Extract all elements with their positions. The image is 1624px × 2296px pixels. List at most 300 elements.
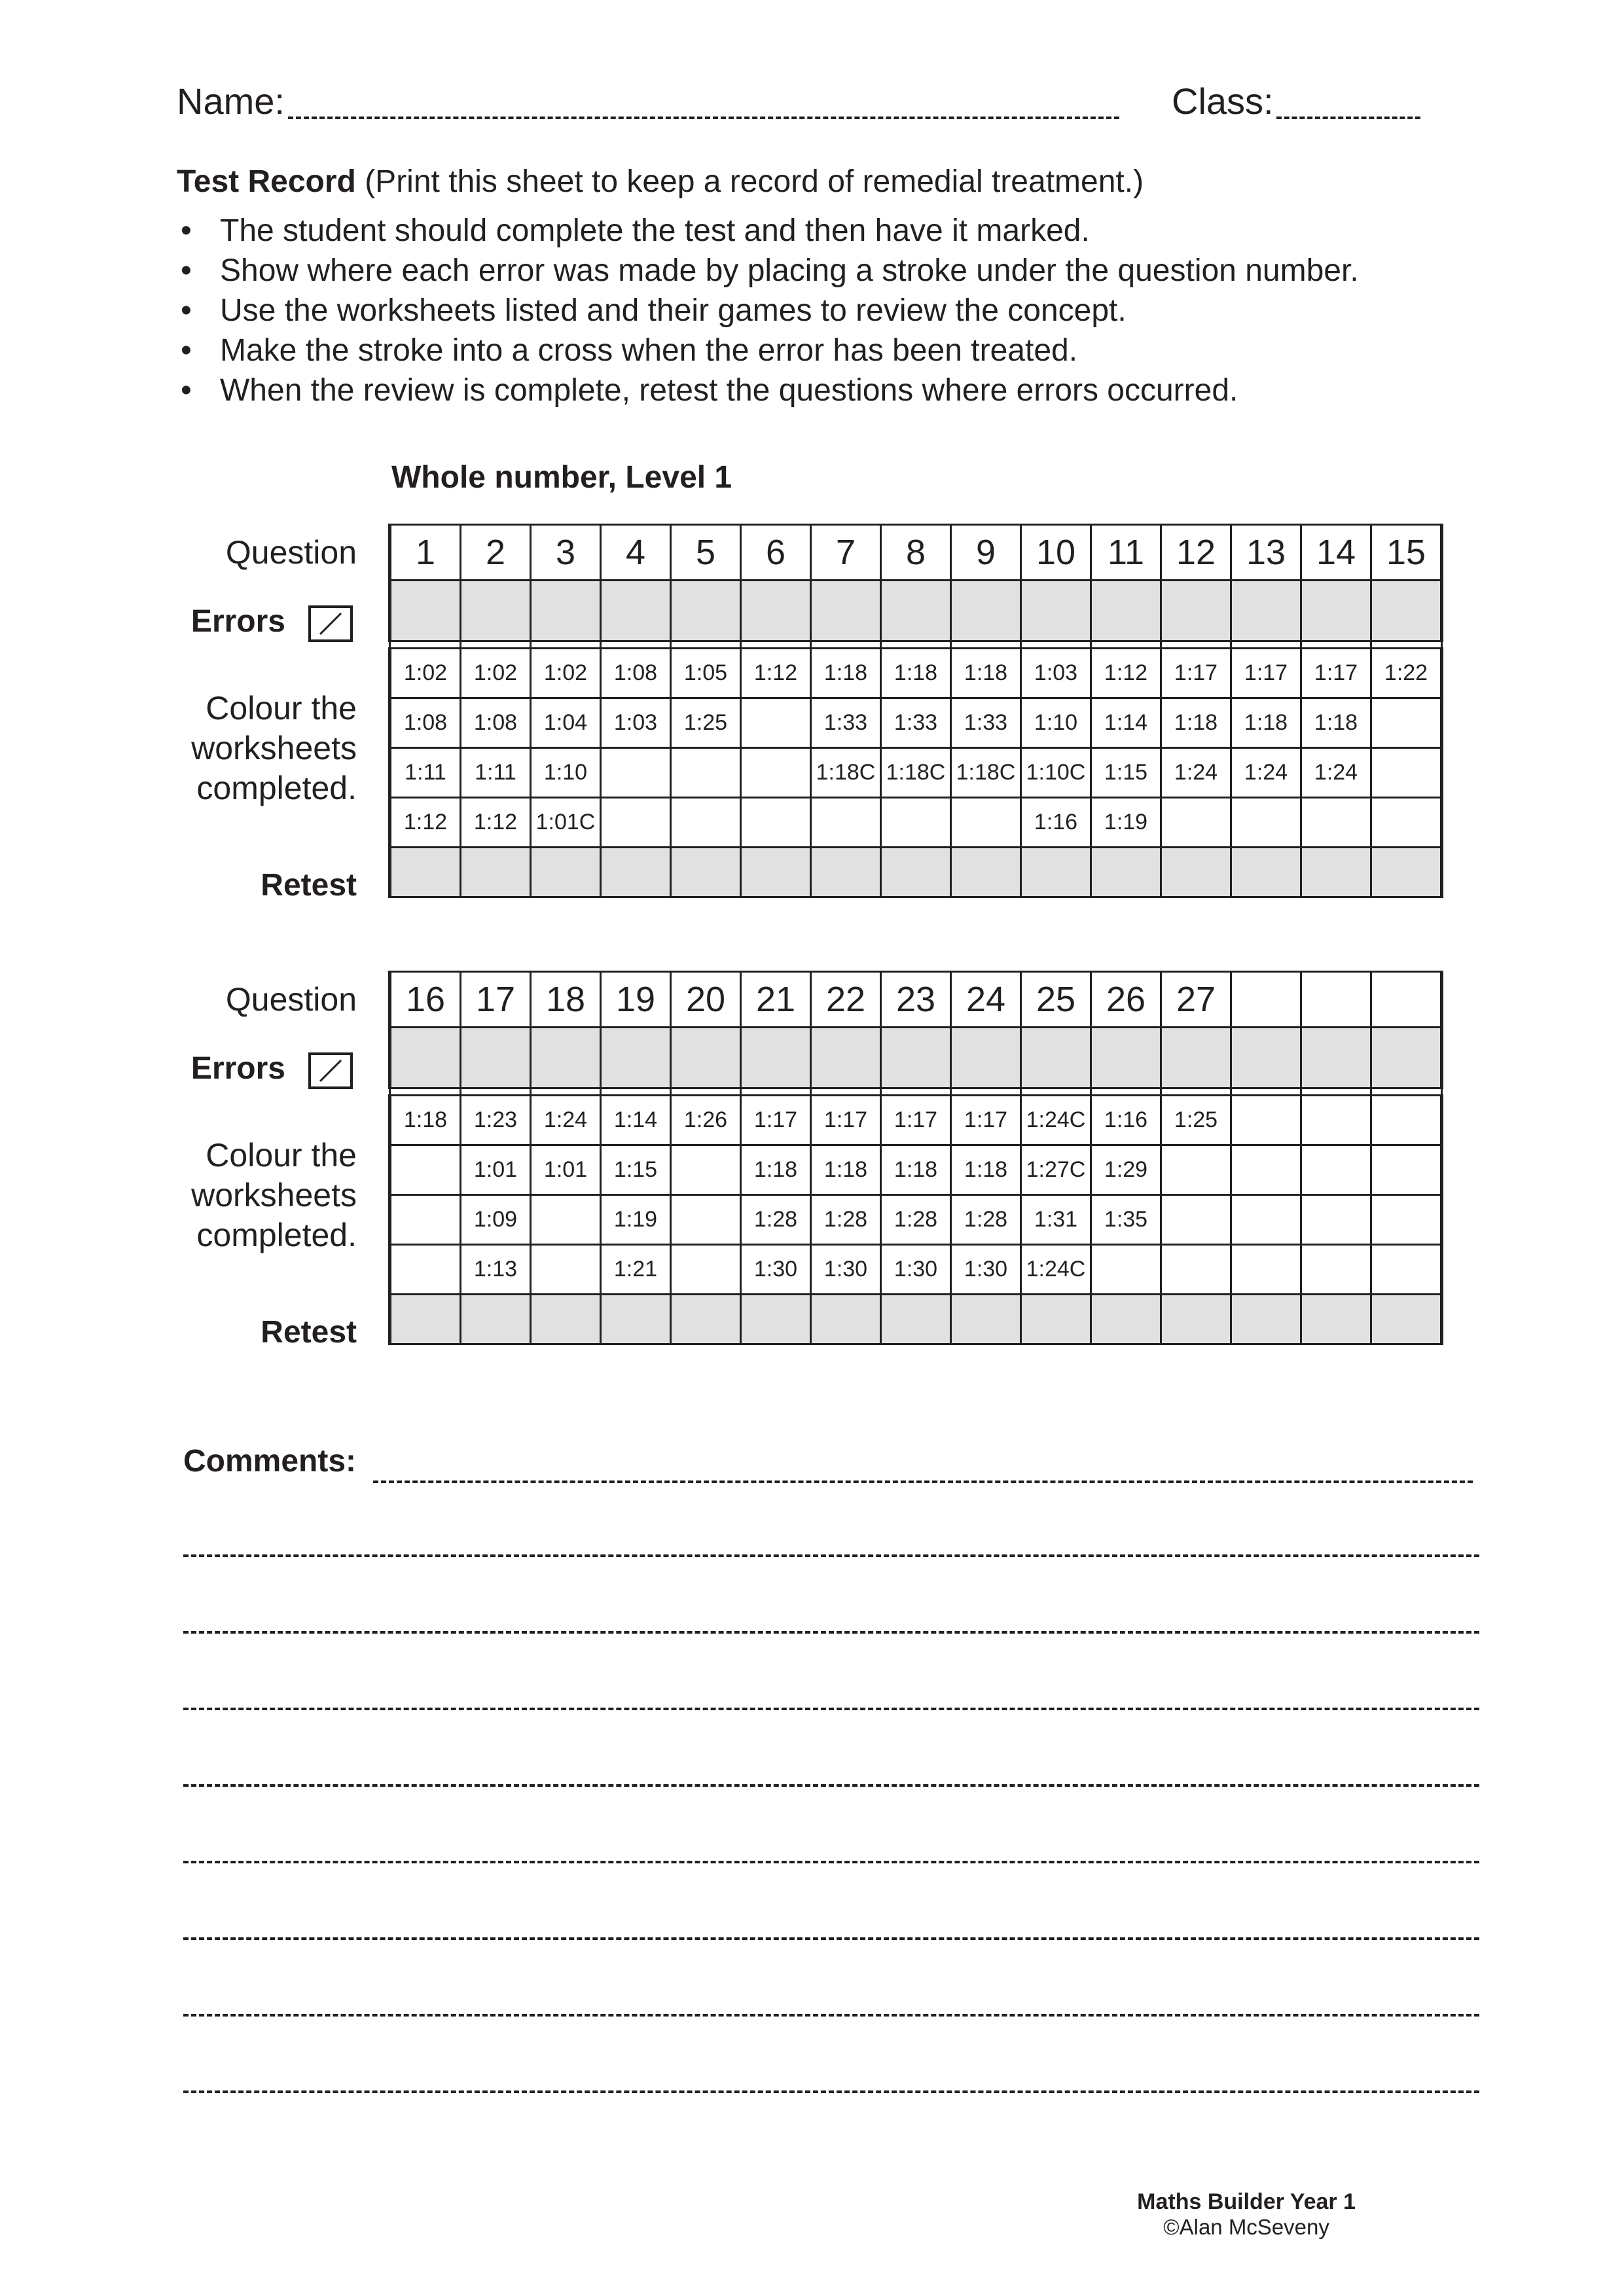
question-number-row (390, 972, 1442, 1028)
retest-cell[interactable] (1231, 1295, 1301, 1344)
gap-cell (881, 641, 951, 649)
worksheet-cell[interactable] (1231, 1096, 1301, 1145)
worksheet-cell[interactable]: 1:24C (1021, 1096, 1091, 1145)
worksheet-cell[interactable] (1371, 748, 1442, 798)
errors-cell[interactable] (1301, 581, 1371, 641)
worksheet-row (390, 1145, 1442, 1195)
worksheet-cell[interactable]: 1:19 (601, 1195, 671, 1245)
question-number-cell: 14 (1301, 525, 1371, 581)
worksheet-row (390, 748, 1442, 798)
worksheet-cell[interactable]: 1:31 (1021, 1195, 1091, 1245)
worksheet-cell[interactable]: 1:13 (461, 1245, 531, 1295)
worksheet-cell[interactable]: 1:10C (1021, 748, 1091, 798)
worksheet-cell[interactable]: 1:12 (461, 798, 531, 848)
worksheet-cell[interactable] (531, 1245, 601, 1295)
worksheet-cell[interactable]: 1:30 (811, 1245, 881, 1295)
worksheet-cell[interactable]: 1:17 (1231, 649, 1301, 698)
worksheet-cell[interactable]: 1:33 (811, 698, 881, 748)
errors-cell[interactable] (881, 1028, 951, 1088)
section-title: Whole number, Level 1 (391, 460, 732, 495)
question-number-cell: 23 (881, 972, 951, 1028)
worksheet-cell[interactable] (531, 1195, 601, 1245)
retest-cell[interactable] (461, 848, 531, 897)
worksheet-cell[interactable] (741, 748, 811, 798)
worksheet-cell[interactable] (1371, 1245, 1442, 1295)
footer-title: Maths Builder Year 1 (1137, 2189, 1356, 2214)
worksheet-cell[interactable] (811, 798, 881, 848)
question-number-cell: 6 (741, 525, 811, 581)
comments-line[interactable] (183, 1784, 1479, 1787)
errors-cell[interactable] (1161, 581, 1231, 641)
question-number-cell: 20 (671, 972, 741, 1028)
retest-cell[interactable] (951, 1295, 1021, 1344)
worksheet-cell[interactable]: 1:12 (390, 798, 461, 848)
worksheet-cell[interactable] (1301, 1195, 1371, 1245)
worksheet-row (390, 1195, 1442, 1245)
errors-cell[interactable] (811, 581, 881, 641)
instruction-item: • Show where each error was made by placing a stroke under the question number. (177, 251, 1359, 291)
errors-row (390, 581, 1442, 641)
gap-cell (741, 1088, 811, 1096)
stroke-example-icon (308, 1052, 353, 1089)
worksheet-cell[interactable]: 1:09 (461, 1195, 531, 1245)
worksheet-cell[interactable] (1371, 1195, 1442, 1245)
errors-cell[interactable] (741, 1028, 811, 1088)
errors-cell[interactable] (671, 1028, 741, 1088)
worksheet-cell[interactable]: 1:26 (671, 1096, 741, 1145)
worksheet-cell[interactable]: 1:25 (1161, 1096, 1231, 1145)
worksheet-cell[interactable] (1161, 1145, 1231, 1195)
worksheet-cell[interactable]: 1:30 (951, 1245, 1021, 1295)
worksheet-cell[interactable]: 1:18 (951, 1145, 1021, 1195)
question-number-cell: 8 (881, 525, 951, 581)
instruction-item: • Use the worksheets listed and their games to review the concept. (177, 291, 1359, 331)
worksheet-cell[interactable]: 1:28 (881, 1195, 951, 1245)
question-number-cell: 19 (601, 972, 671, 1028)
errors-row-label: Errors (190, 1051, 285, 1086)
gap-cell (1161, 641, 1231, 649)
worksheet-cell[interactable]: 1:18 (390, 1096, 461, 1145)
retest-cell[interactable] (531, 1295, 601, 1344)
question-number-cell: 5 (671, 525, 741, 581)
worksheet-cell[interactable] (1231, 798, 1301, 848)
worksheet-cell[interactable]: 1:02 (531, 649, 601, 698)
gap-cell (1021, 1088, 1091, 1096)
comments-line[interactable] (183, 1708, 1479, 1710)
gap-cell (1371, 1088, 1442, 1096)
gap-cell (671, 641, 741, 649)
question-number-cell: 12 (1161, 525, 1231, 581)
comments-line[interactable] (183, 1631, 1479, 1634)
name-field[interactable] (288, 117, 1119, 119)
question-number-cell: 11 (1091, 525, 1161, 581)
worksheet-cell[interactable]: 1:18C (951, 748, 1021, 798)
retest-cell[interactable] (461, 1295, 531, 1344)
worksheet-cell[interactable] (390, 1245, 461, 1295)
worksheet-cell[interactable]: 1:08 (461, 698, 531, 748)
question-number-cell: 15 (1371, 525, 1442, 581)
question-number-cell: 2 (461, 525, 531, 581)
worksheet-cell[interactable]: 1:10 (1021, 698, 1091, 748)
retest-cell[interactable] (1091, 848, 1161, 897)
worksheet-cell[interactable]: 1:24 (1301, 748, 1371, 798)
worksheet-cell[interactable]: 1:21 (601, 1245, 671, 1295)
question-number-cell: 16 (390, 972, 461, 1028)
worksheet-cell[interactable] (1301, 1145, 1371, 1195)
retest-row-label: Retest (261, 1315, 357, 1350)
instructions-list (177, 211, 1359, 410)
errors-cell[interactable] (601, 581, 671, 641)
colour-worksheets-label (191, 1136, 357, 1255)
question-number-cell: 9 (951, 525, 1021, 581)
worksheet-cell[interactable]: 1:08 (390, 698, 461, 748)
footer (1137, 2189, 1356, 2240)
worksheet-cell[interactable]: 1:03 (1021, 649, 1091, 698)
worksheet-cell[interactable] (741, 798, 811, 848)
worksheet-cell[interactable]: 1:16 (1091, 1096, 1161, 1145)
row-gap (390, 641, 1442, 649)
errors-cell[interactable] (1021, 1028, 1091, 1088)
question-number-cell: 27 (1161, 972, 1231, 1028)
colour-label-line: completed. (196, 1217, 357, 1253)
worksheet-row (390, 1245, 1442, 1295)
worksheet-cell[interactable]: 1:19 (1091, 798, 1161, 848)
record-table-1 (388, 524, 1443, 898)
comments-line[interactable] (183, 1861, 1479, 1863)
retest-cell[interactable] (741, 1295, 811, 1344)
errors-cell[interactable] (531, 581, 601, 641)
worksheet-cell[interactable]: 1:23 (461, 1096, 531, 1145)
retest-cell[interactable] (671, 1295, 741, 1344)
worksheet-cell[interactable] (881, 798, 951, 848)
worksheet-cell[interactable] (390, 1195, 461, 1245)
worksheet-cell[interactable] (1371, 1096, 1442, 1145)
worksheet-cell[interactable] (601, 798, 671, 848)
worksheet-cell[interactable]: 1:30 (881, 1245, 951, 1295)
retest-cell[interactable] (1231, 848, 1301, 897)
question-number-cell: 4 (601, 525, 671, 581)
retest-cell[interactable] (811, 1295, 881, 1344)
errors-cell[interactable] (1371, 581, 1442, 641)
class-field[interactable] (1276, 117, 1420, 119)
worksheet-cell[interactable]: 1:18C (811, 748, 881, 798)
worksheet-cell[interactable] (1091, 1245, 1161, 1295)
retest-cell[interactable] (881, 848, 951, 897)
retest-cell[interactable] (811, 848, 881, 897)
worksheet-cell[interactable]: 1:30 (741, 1245, 811, 1295)
comments-line[interactable] (183, 2014, 1479, 2017)
retest-cell[interactable] (671, 848, 741, 897)
worksheet-cell[interactable]: 1:17 (741, 1096, 811, 1145)
errors-cell[interactable] (390, 1028, 461, 1088)
errors-cell[interactable] (881, 581, 951, 641)
retest-cell[interactable] (1301, 1295, 1371, 1344)
class-label: Class: (1172, 81, 1274, 122)
gap-cell (881, 1088, 951, 1096)
retest-cell[interactable] (951, 848, 1021, 897)
worksheet-cell[interactable]: 1:18 (811, 1145, 881, 1195)
question-number-cell: 17 (461, 972, 531, 1028)
errors-cell[interactable] (1021, 581, 1091, 641)
retest-cell[interactable] (1371, 848, 1442, 897)
question-number-cell: 26 (1091, 972, 1161, 1028)
errors-cell[interactable] (671, 581, 741, 641)
worksheet-cell[interactable]: 1:15 (1091, 748, 1161, 798)
test-record-title: Test Record (177, 164, 356, 199)
question-number-cell: 13 (1231, 525, 1301, 581)
question-row-label: Question (225, 534, 357, 571)
errors-cell[interactable] (1161, 1028, 1231, 1088)
worksheet-cell[interactable]: 1:28 (741, 1195, 811, 1245)
colour-label-line: worksheets (191, 730, 357, 766)
worksheet-cell[interactable]: 1:25 (671, 698, 741, 748)
gap-cell (951, 1088, 1021, 1096)
worksheet-cell[interactable] (951, 798, 1021, 848)
worksheet-cell[interactable] (671, 1195, 741, 1245)
question-number-cell: 25 (1021, 972, 1091, 1028)
test-record-note: (Print this sheet to keep a record of remedial treatment.) (365, 164, 1144, 199)
worksheet-cell[interactable] (1371, 798, 1442, 848)
worksheet-cell[interactable]: 1:14 (1091, 698, 1161, 748)
worksheet-row (390, 698, 1442, 748)
errors-cell[interactable] (1231, 1028, 1301, 1088)
comments-line[interactable] (373, 1480, 1473, 1483)
worksheet-row (390, 798, 1442, 848)
gap-cell (461, 641, 531, 649)
worksheet-cell[interactable]: 1:16 (1021, 798, 1091, 848)
colour-label-line: completed. (196, 770, 357, 806)
retest-cell[interactable] (390, 1295, 461, 1344)
errors-cell[interactable] (1231, 581, 1301, 641)
gap-cell (390, 1088, 461, 1096)
retest-cell[interactable] (881, 1295, 951, 1344)
worksheet-cell[interactable]: 1:12 (1091, 649, 1161, 698)
question-number-cell (1231, 972, 1301, 1028)
gap-cell (531, 1088, 601, 1096)
worksheet-cell[interactable] (1231, 1145, 1301, 1195)
worksheet-cell[interactable] (1301, 1245, 1371, 1295)
question-row-label: Question (225, 981, 357, 1018)
question-number-cell: 7 (811, 525, 881, 581)
gap-cell (461, 1088, 531, 1096)
footer-copyright: ©Alan McSeveny (1163, 2215, 1329, 2239)
worksheet-cell[interactable]: 1:12 (741, 649, 811, 698)
retest-cell[interactable] (531, 848, 601, 897)
worksheet-cell[interactable] (671, 1145, 741, 1195)
worksheet-cell[interactable]: 1:17 (1301, 649, 1371, 698)
worksheet-cell[interactable] (1231, 1195, 1301, 1245)
worksheet-cell[interactable]: 1:17 (811, 1096, 881, 1145)
worksheet-cell[interactable]: 1:24 (1231, 748, 1301, 798)
worksheet-cell[interactable]: 1:27C (1021, 1145, 1091, 1195)
worksheet-cell[interactable]: 1:01 (531, 1145, 601, 1195)
worksheet-cell[interactable]: 1:18 (881, 649, 951, 698)
errors-cell[interactable] (461, 1028, 531, 1088)
gap-cell (1091, 1088, 1161, 1096)
errors-cell[interactable] (811, 1028, 881, 1088)
worksheet-cell[interactable]: 1:33 (881, 698, 951, 748)
gap-cell (741, 641, 811, 649)
gap-cell (1021, 641, 1091, 649)
worksheet-cell[interactable] (1301, 1096, 1371, 1145)
errors-row-label: Errors (190, 604, 285, 639)
worksheet-cell[interactable] (671, 798, 741, 848)
retest-cell[interactable] (1091, 1295, 1161, 1344)
worksheet-cell[interactable]: 1:03 (601, 698, 671, 748)
retest-cell[interactable] (1021, 848, 1091, 897)
worksheet-cell[interactable] (671, 1245, 741, 1295)
worksheet-cell[interactable]: 1:17 (951, 1096, 1021, 1145)
worksheet-cell[interactable]: 1:17 (881, 1096, 951, 1145)
worksheet-cell[interactable]: 1:22 (1371, 649, 1442, 698)
gap-cell (1301, 641, 1371, 649)
retest-cell[interactable] (741, 848, 811, 897)
row-gap (390, 1088, 1442, 1096)
retest-row (390, 848, 1442, 897)
gap-cell (1231, 641, 1301, 649)
worksheet-cell[interactable]: 1:04 (531, 698, 601, 748)
gap-cell (1301, 1088, 1371, 1096)
worksheet-cell[interactable]: 1:15 (601, 1145, 671, 1195)
worksheet-row (390, 649, 1442, 698)
comments-line[interactable] (183, 1937, 1479, 1940)
worksheet-cell[interactable]: 1:18 (1161, 698, 1231, 748)
question-number-cell: 24 (951, 972, 1021, 1028)
errors-cell[interactable] (1301, 1028, 1371, 1088)
worksheet-cell[interactable] (601, 748, 671, 798)
gap-cell (1091, 641, 1161, 649)
retest-cell[interactable] (1161, 848, 1231, 897)
worksheet-cell[interactable]: 1:35 (1091, 1195, 1161, 1245)
question-number-cell: 3 (531, 525, 601, 581)
stroke-example-icon (308, 605, 353, 642)
colour-label-line: worksheets (191, 1177, 357, 1213)
retest-cell[interactable] (1021, 1295, 1091, 1344)
errors-cell[interactable] (390, 581, 461, 641)
instruction-item: • The student should complete the test and then have it marked. (177, 211, 1359, 251)
errors-cell[interactable] (1091, 1028, 1161, 1088)
errors-cell[interactable] (461, 581, 531, 641)
worksheet-cell[interactable] (1161, 1195, 1231, 1245)
colour-label-line: Colour the (206, 1137, 357, 1174)
worksheet-cell[interactable]: 1:24 (1161, 748, 1231, 798)
worksheet-cell[interactable]: 1:28 (811, 1195, 881, 1245)
worksheet-cell[interactable] (1231, 1245, 1301, 1295)
gap-cell (671, 1088, 741, 1096)
retest-cell[interactable] (601, 848, 671, 897)
gap-cell (811, 641, 881, 649)
worksheet-cell[interactable]: 1:18 (1231, 698, 1301, 748)
record-table-2 (388, 971, 1443, 1345)
question-number-cell (1301, 972, 1371, 1028)
gap-cell (390, 641, 461, 649)
errors-row (390, 1028, 1442, 1088)
name-label: Name: (177, 81, 285, 122)
worksheet-cell[interactable]: 1:14 (601, 1096, 671, 1145)
instruction-item: • Make the stroke into a cross when the error has been treated. (177, 331, 1359, 370)
errors-cell[interactable] (601, 1028, 671, 1088)
worksheet-cell[interactable]: 1:18 (741, 1145, 811, 1195)
worksheet-cell[interactable]: 1:24C (1021, 1245, 1091, 1295)
errors-cell[interactable] (741, 581, 811, 641)
retest-cell[interactable] (390, 848, 461, 897)
worksheet-cell[interactable]: 1:18C (881, 748, 951, 798)
retest-row-label: Retest (261, 868, 357, 903)
worksheet-cell[interactable]: 1:08 (601, 649, 671, 698)
instruction-item: • When the review is complete, retest the questions where errors occurred. (177, 370, 1359, 410)
worksheet-cell[interactable]: 1:11 (390, 748, 461, 798)
worksheet-cell[interactable] (1371, 698, 1442, 748)
worksheet-cell[interactable] (741, 698, 811, 748)
errors-cell[interactable] (1091, 581, 1161, 641)
worksheet-cell[interactable] (671, 748, 741, 798)
retest-row (390, 1295, 1442, 1344)
worksheet-cell[interactable]: 1:24 (531, 1096, 601, 1145)
retest-cell[interactable] (601, 1295, 671, 1344)
worksheet-cell[interactable]: 1:10 (531, 748, 601, 798)
worksheet-cell[interactable] (1301, 798, 1371, 848)
worksheet-cell[interactable]: 1:33 (951, 698, 1021, 748)
question-number-cell: 1 (390, 525, 461, 581)
worksheet-cell[interactable]: 1:02 (461, 649, 531, 698)
errors-cell[interactable] (951, 581, 1021, 641)
question-number-cell: 22 (811, 972, 881, 1028)
worksheet-cell[interactable] (1161, 798, 1231, 848)
worksheet-cell[interactable]: 1:01C (531, 798, 601, 848)
worksheet-cell[interactable]: 1:17 (1161, 649, 1231, 698)
gap-cell (1231, 1088, 1301, 1096)
worksheet-cell[interactable] (390, 1145, 461, 1195)
gap-cell (951, 641, 1021, 649)
worksheet-cell[interactable] (1161, 1245, 1231, 1295)
worksheet-cell[interactable]: 1:29 (1091, 1145, 1161, 1195)
worksheet-cell[interactable]: 1:28 (951, 1195, 1021, 1245)
retest-cell[interactable] (1301, 848, 1371, 897)
gap-cell (1161, 1088, 1231, 1096)
test-record-heading (177, 164, 1144, 200)
gap-cell (531, 641, 601, 649)
worksheet-cell[interactable]: 1:18 (811, 649, 881, 698)
retest-cell[interactable] (1371, 1295, 1442, 1344)
worksheet-cell[interactable]: 1:02 (390, 649, 461, 698)
question-number-cell (1371, 972, 1442, 1028)
question-number-cell: 10 (1021, 525, 1091, 581)
comments-label: Comments: (183, 1444, 357, 1479)
worksheet-cell[interactable]: 1:11 (461, 748, 531, 798)
gap-cell (601, 1088, 671, 1096)
gap-cell (1371, 641, 1442, 649)
colour-label-line: Colour the (206, 690, 357, 726)
errors-cell[interactable] (951, 1028, 1021, 1088)
gap-cell (601, 641, 671, 649)
worksheet-cell[interactable]: 1:18 (881, 1145, 951, 1195)
worksheet-cell[interactable] (1371, 1145, 1442, 1195)
comments-line[interactable] (183, 2090, 1479, 2093)
errors-cell[interactable] (1371, 1028, 1442, 1088)
colour-worksheets-label (191, 689, 357, 808)
question-number-cell: 18 (531, 972, 601, 1028)
retest-cell[interactable] (1161, 1295, 1231, 1344)
errors-cell[interactable] (531, 1028, 601, 1088)
worksheet-cell[interactable]: 1:18 (1301, 698, 1371, 748)
gap-cell (811, 1088, 881, 1096)
question-number-cell: 21 (741, 972, 811, 1028)
worksheet-cell[interactable]: 1:05 (671, 649, 741, 698)
worksheet-row (390, 1096, 1442, 1145)
worksheet-cell[interactable]: 1:01 (461, 1145, 531, 1195)
worksheet-cell[interactable]: 1:18 (951, 649, 1021, 698)
comments-line[interactable] (183, 1554, 1479, 1557)
